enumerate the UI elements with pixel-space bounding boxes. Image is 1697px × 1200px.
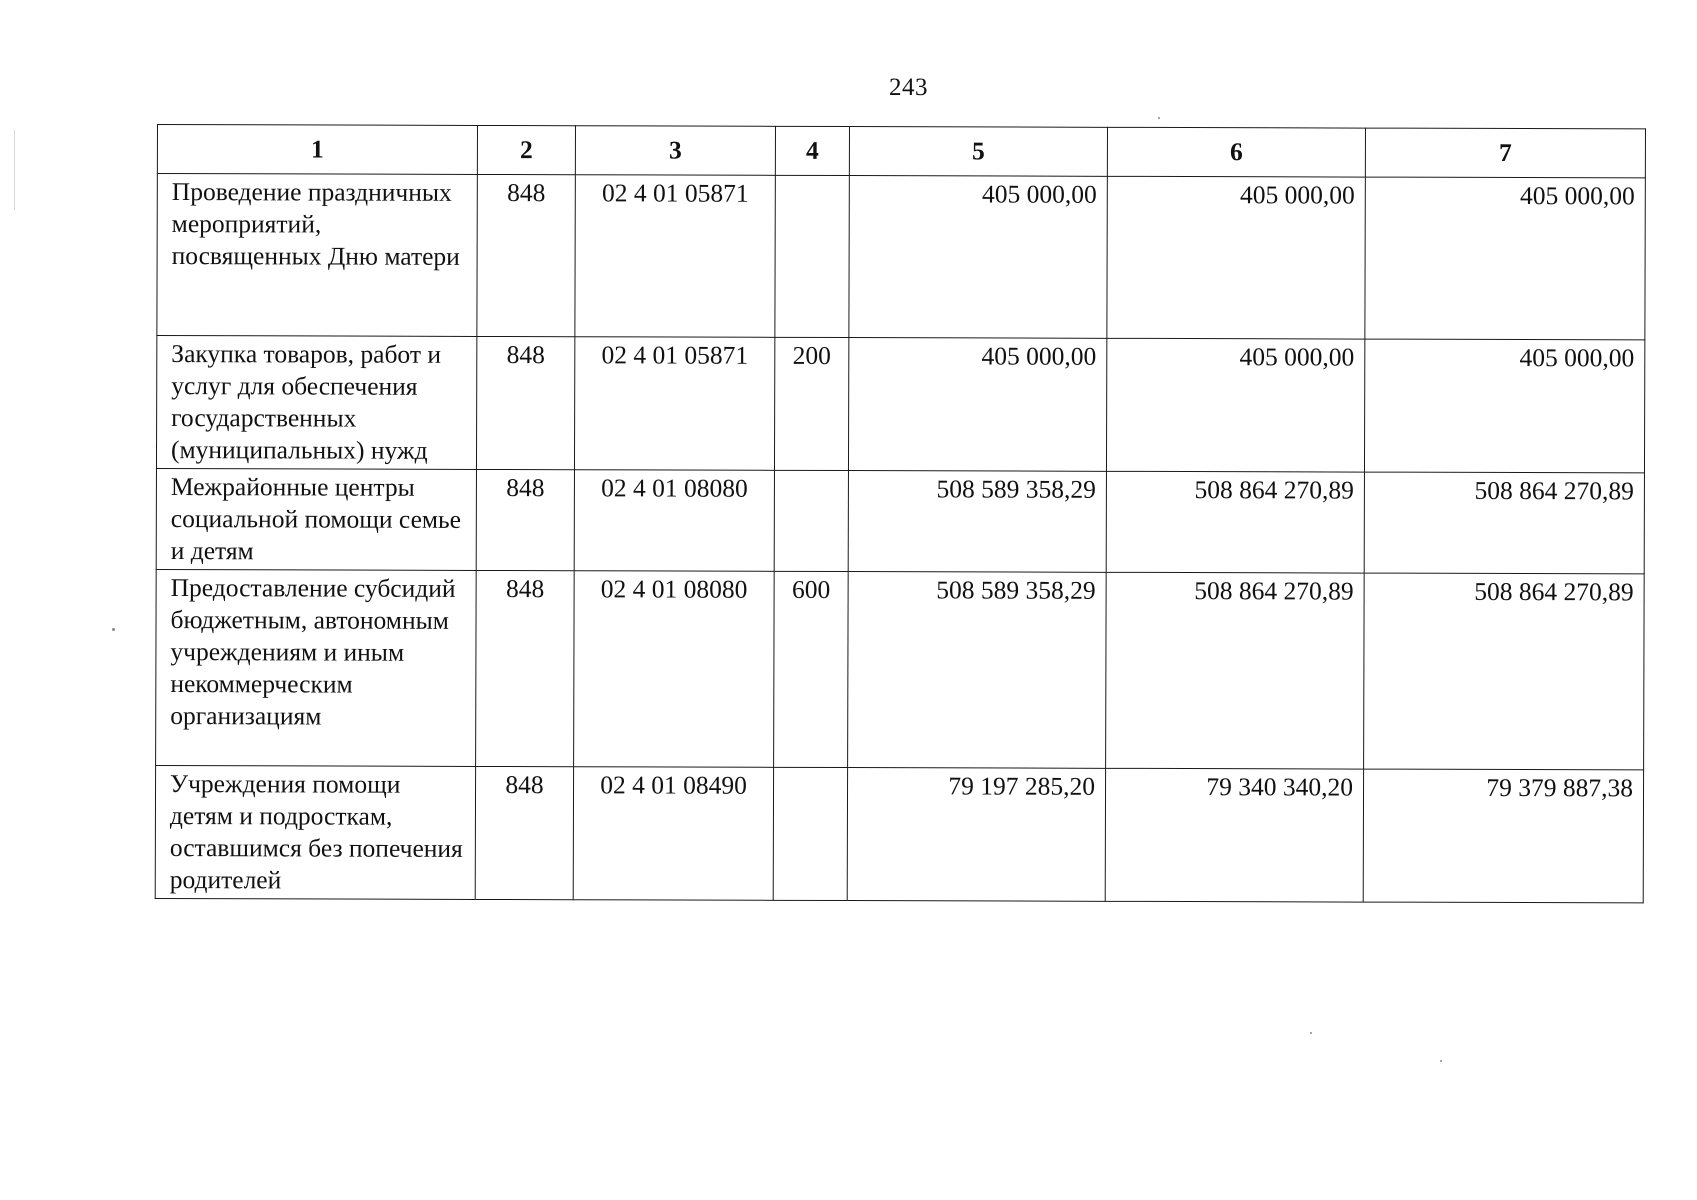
row-col6: 405 000,00 <box>1107 176 1365 339</box>
row-col5: 508 589 358,29 <box>848 572 1107 769</box>
scan-artifact <box>1440 1060 1442 1062</box>
row-col6: 508 864 270,89 <box>1106 572 1365 769</box>
row-name: Проведение праздничных мероприятий, посвященных Дню матери <box>157 174 477 337</box>
row-col3: 02 4 01 08080 <box>574 571 775 768</box>
row-col2: 848 <box>476 570 575 766</box>
budget-table <box>155 124 1646 903</box>
table-row <box>157 174 1645 340</box>
table-row <box>156 569 1645 769</box>
row-col6: 79 340 340,20 <box>1105 768 1363 902</box>
row-col5: 508 589 358,29 <box>848 471 1106 573</box>
row-col7: 508 864 270,89 <box>1364 472 1644 574</box>
table-row <box>155 765 1643 902</box>
page-number: 243 <box>889 74 928 101</box>
table-header-row <box>157 125 1645 178</box>
row-col3: 02 4 01 08490 <box>573 767 773 901</box>
row-col7: 405 000,00 <box>1364 339 1644 473</box>
scan-artifact <box>1158 117 1160 119</box>
column-header-3: 3 <box>575 126 775 176</box>
row-col3: 02 4 01 05871 <box>575 175 775 338</box>
row-col3: 02 4 01 08080 <box>574 470 774 572</box>
column-header-1: 1 <box>157 125 477 175</box>
row-col4: 200 <box>774 337 848 470</box>
row-col7: 405 000,00 <box>1365 177 1645 340</box>
row-col2: 848 <box>477 174 575 336</box>
row-col4 <box>775 175 849 337</box>
row-col4: 600 <box>774 571 849 767</box>
row-col6: 508 864 270,89 <box>1106 471 1364 573</box>
column-header-7: 7 <box>1365 128 1645 178</box>
row-col5: 405 000,00 <box>848 338 1106 472</box>
row-col7: 79 379 887,38 <box>1363 769 1643 903</box>
row-col6: 405 000,00 <box>1106 338 1364 472</box>
row-name: Предоставление субсидий бюджетным, автономным учреждениям и иным некоммерческим организациям <box>156 569 477 766</box>
row-col2: 848 <box>476 336 574 469</box>
row-col2: 848 <box>476 469 574 570</box>
row-col4 <box>773 767 847 900</box>
row-col3: 02 4 01 05871 <box>574 337 774 471</box>
row-name: Учреждения помощи детям и подросткам, оставшимся без попечения родителей <box>155 765 475 899</box>
column-header-4: 4 <box>775 126 849 175</box>
table-row <box>156 336 1644 473</box>
scan-artifact <box>14 130 15 210</box>
scan-artifact <box>112 628 115 631</box>
row-name: Межрайонные центры социальной помощи семье и детям <box>156 468 476 570</box>
column-header-2: 2 <box>477 125 575 174</box>
column-header-6: 6 <box>1107 127 1365 177</box>
scan-artifact <box>1310 1032 1312 1034</box>
row-col7: 508 864 270,89 <box>1364 573 1645 770</box>
row-col5: 405 000,00 <box>849 176 1107 339</box>
table-row <box>156 468 1644 573</box>
row-name: Закупка товаров, работ и услуг для обеспечения государственных (муниципальных) нужд <box>156 336 476 470</box>
row-col4 <box>774 470 848 571</box>
row-col2: 848 <box>475 766 573 899</box>
row-col5: 79 197 285,20 <box>847 768 1105 902</box>
column-header-5: 5 <box>849 127 1107 177</box>
